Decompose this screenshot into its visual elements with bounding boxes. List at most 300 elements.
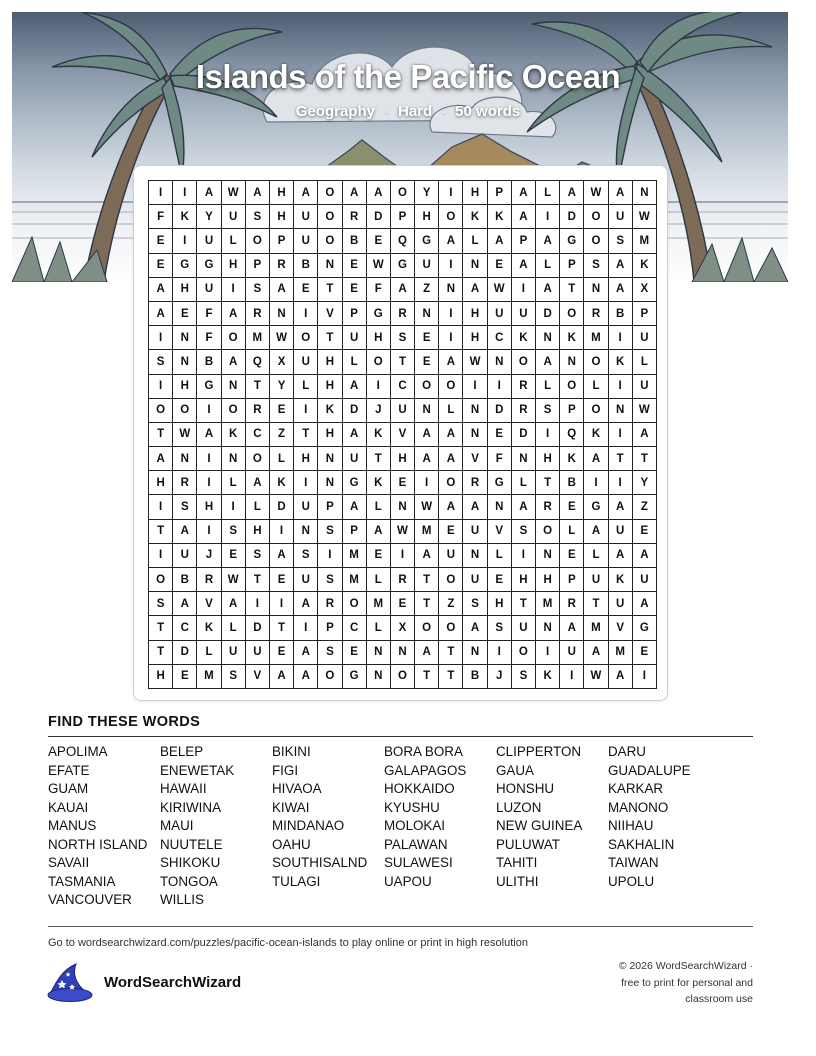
grid-cell: I xyxy=(197,447,221,471)
grid-cell: A xyxy=(439,447,463,471)
grid-cell: N xyxy=(173,447,197,471)
grid-cell: O xyxy=(318,181,342,205)
grid-cell: A xyxy=(439,495,463,519)
word-list-item: LUZON xyxy=(496,799,542,815)
grid-cell: S xyxy=(512,665,536,689)
grid-cell: V xyxy=(246,665,270,689)
grid-cell: M xyxy=(536,592,560,616)
grid-cell: P xyxy=(318,616,342,640)
grid-cell: I xyxy=(294,399,318,423)
grid-cell: N xyxy=(367,665,391,689)
grid-cell: K xyxy=(488,205,512,229)
word-list-item: BORA BORA xyxy=(384,744,463,759)
grid-cell: U xyxy=(463,568,487,592)
grid-cell: R xyxy=(318,592,342,616)
grid-cell: U xyxy=(512,302,536,326)
grid-cell: M xyxy=(609,641,633,665)
grid-cell: H xyxy=(149,471,173,495)
grid-cell: Z xyxy=(415,278,439,302)
grid-cell: O xyxy=(391,181,415,205)
grid-cell: J xyxy=(197,544,221,568)
grid-cell: N xyxy=(536,616,560,640)
grid-cell: E xyxy=(294,278,318,302)
grid-cell: T xyxy=(246,568,270,592)
grid-cell: M xyxy=(197,665,221,689)
grid-cell: T xyxy=(415,592,439,616)
grid-cell: N xyxy=(318,254,342,278)
grid-cell: E xyxy=(415,326,439,350)
grid-cell: G xyxy=(197,254,221,278)
word-count-label: 50 words xyxy=(455,103,521,120)
grid-cell: L xyxy=(439,399,463,423)
grid-cell: V xyxy=(318,302,342,326)
grid-cell: U xyxy=(609,205,633,229)
grid-cell: A xyxy=(294,181,318,205)
grid-cell: O xyxy=(367,350,391,374)
grid-cell: D xyxy=(367,205,391,229)
grid-cell: A xyxy=(439,229,463,253)
word-list-item: KIRIWINA xyxy=(160,799,222,815)
grid-cell: C xyxy=(246,423,270,447)
grid-cell: T xyxy=(149,616,173,640)
grid-cell: V xyxy=(391,423,415,447)
grid-cell: S xyxy=(149,350,173,374)
grid-cell: I xyxy=(609,423,633,447)
grid-cell: B xyxy=(609,302,633,326)
grid-cell: G xyxy=(367,302,391,326)
grid-cell: I xyxy=(488,641,512,665)
grid-cell: G xyxy=(197,375,221,399)
grid-cell: A xyxy=(343,181,367,205)
word-list-item: ULITHI xyxy=(496,873,539,889)
grid-cell: O xyxy=(246,229,270,253)
grid-cell: A xyxy=(197,181,221,205)
grid-cell: N xyxy=(367,641,391,665)
grid-cell: A xyxy=(343,375,367,399)
grid-cell: K xyxy=(536,665,560,689)
word-list-item: FIGI xyxy=(272,762,299,778)
grid-cell: O xyxy=(415,616,439,640)
grid-cell: Q xyxy=(560,423,584,447)
grid-cell: K xyxy=(633,254,657,278)
grid-cell: I xyxy=(439,326,463,350)
grid-cell: B xyxy=(197,350,221,374)
grid-cell: A xyxy=(149,447,173,471)
grid-cell: A xyxy=(197,423,221,447)
grid-cell: S xyxy=(463,592,487,616)
grid-cell: H xyxy=(367,326,391,350)
grid-cell: I xyxy=(294,471,318,495)
grid-cell: E xyxy=(488,423,512,447)
grid-cell: M xyxy=(246,326,270,350)
grid-cell: I xyxy=(512,278,536,302)
grid-cell: S xyxy=(318,641,342,665)
word-list-item: EFATE xyxy=(48,762,90,778)
word-list-item: MAUI xyxy=(160,818,194,833)
grid-cell: C xyxy=(391,375,415,399)
grid-cell: O xyxy=(439,568,463,592)
grid-cell: O xyxy=(246,447,270,471)
word-list-item: TONGOA xyxy=(160,873,218,889)
word-list-item: UPOLU xyxy=(608,873,655,889)
word-list-item: NEW GUINEA xyxy=(496,818,583,833)
word-list-item: HIVAOA xyxy=(272,781,322,796)
word-list-item: TAIWAN xyxy=(608,855,659,870)
grid-cell: L xyxy=(270,447,294,471)
grid-cell: H xyxy=(463,302,487,326)
grid-cell: Z xyxy=(439,592,463,616)
grid-cell: N xyxy=(609,399,633,423)
divider xyxy=(48,736,753,737)
grid-cell: W xyxy=(488,278,512,302)
grid-cell: S xyxy=(246,205,270,229)
grid-cell: W xyxy=(633,205,657,229)
grid-cell: I xyxy=(149,326,173,350)
grid-cell: E xyxy=(488,254,512,278)
grid-cell: O xyxy=(294,326,318,350)
grid-cell: A xyxy=(222,302,246,326)
grid-cell: L xyxy=(536,254,560,278)
grid-cell: T xyxy=(294,423,318,447)
grid-cell: T xyxy=(609,447,633,471)
grid-cell: D xyxy=(512,423,536,447)
grid-cell: H xyxy=(536,447,560,471)
grid-cell: O xyxy=(560,302,584,326)
grid-cell: I xyxy=(415,471,439,495)
grid-cell: H xyxy=(463,181,487,205)
grid-cell: R xyxy=(343,205,367,229)
grid-cell: S xyxy=(222,520,246,544)
puzzle-meta xyxy=(0,103,816,120)
grid-cell: G xyxy=(488,471,512,495)
grid-cell: M xyxy=(343,568,367,592)
grid-cell: H xyxy=(173,375,197,399)
grid-cell: H xyxy=(149,665,173,689)
grid-cell: T xyxy=(149,520,173,544)
grid-cell: H xyxy=(318,423,342,447)
grid-cell: E xyxy=(367,544,391,568)
grid-cell: G xyxy=(343,665,367,689)
grid-cell: G xyxy=(560,229,584,253)
grid-cell: U xyxy=(512,616,536,640)
grid-cell: A xyxy=(609,495,633,519)
grid-cell: N xyxy=(439,278,463,302)
grid-cell: T xyxy=(367,447,391,471)
grid-cell: R xyxy=(246,302,270,326)
grid-cell: L xyxy=(536,375,560,399)
grid-cell: A xyxy=(560,616,584,640)
grid-cell: O xyxy=(584,229,608,253)
grid-cell: X xyxy=(633,278,657,302)
grid-cell: H xyxy=(318,375,342,399)
brand-name: WordSearchWizard xyxy=(104,974,242,991)
grid-cell: O xyxy=(584,350,608,374)
grid-cell: J xyxy=(367,399,391,423)
word-list-item: GAUA xyxy=(496,762,534,778)
grid-cell: P xyxy=(270,229,294,253)
grid-cell: U xyxy=(463,520,487,544)
grid-cell: U xyxy=(391,399,415,423)
grid-cell: I xyxy=(173,229,197,253)
grid-cell: R xyxy=(391,568,415,592)
grid-cell: N xyxy=(463,544,487,568)
grid-cell: H xyxy=(391,447,415,471)
grid-cell: V xyxy=(488,520,512,544)
grid-cell: A xyxy=(367,181,391,205)
grid-cell: U xyxy=(609,592,633,616)
word-list-item: KIWAI xyxy=(272,799,310,815)
grid-cell: A xyxy=(536,229,560,253)
grid-cell: K xyxy=(367,471,391,495)
grid-cell: W xyxy=(584,181,608,205)
grid-cell: P xyxy=(512,229,536,253)
grid-cell: O xyxy=(536,520,560,544)
grid-cell: A xyxy=(609,278,633,302)
grid-cell: D xyxy=(560,205,584,229)
grid-cell: O xyxy=(318,665,342,689)
grid-cell: N xyxy=(584,278,608,302)
grid-cell: I xyxy=(270,520,294,544)
grid-cell: P xyxy=(488,181,512,205)
grid-cell: L xyxy=(536,181,560,205)
grid-cell: A xyxy=(343,495,367,519)
grid-cell: M xyxy=(343,544,367,568)
grid-cell: H xyxy=(512,568,536,592)
grid-cell: C xyxy=(488,326,512,350)
word-list-item: MANUS xyxy=(48,818,97,833)
word-list-item: GUADALUPE xyxy=(608,762,691,778)
grid-cell: U xyxy=(633,568,657,592)
grid-cell: O xyxy=(318,229,342,253)
grid-cell: K xyxy=(173,205,197,229)
grid-cell: A xyxy=(222,350,246,374)
grid-cell: I xyxy=(149,495,173,519)
grid-cell: I xyxy=(463,375,487,399)
grid-cell: B xyxy=(294,254,318,278)
grid-cell: B xyxy=(173,568,197,592)
grid-cell: A xyxy=(294,665,318,689)
grid-cell: X xyxy=(391,616,415,640)
grid-cell: O xyxy=(512,350,536,374)
grid-cell: I xyxy=(609,326,633,350)
grid-cell: E xyxy=(270,568,294,592)
grid-cell: N xyxy=(222,375,246,399)
grid-cell: S xyxy=(391,326,415,350)
grid-cell: W xyxy=(463,350,487,374)
grid-cell: T xyxy=(391,350,415,374)
grid-cell: G xyxy=(343,471,367,495)
grid-cell: T xyxy=(536,471,560,495)
grid-cell: A xyxy=(439,350,463,374)
grid-cell: P xyxy=(560,399,584,423)
grid-cell: U xyxy=(488,302,512,326)
grid-cell: E xyxy=(391,592,415,616)
grid-cell: O xyxy=(391,665,415,689)
word-list-item: SOUTHISALND xyxy=(272,855,368,870)
grid-cell: U xyxy=(633,326,657,350)
category-label: Geography xyxy=(295,103,375,120)
grid-cell: I xyxy=(391,544,415,568)
grid-cell: E xyxy=(439,520,463,544)
grid-cell: I xyxy=(439,254,463,278)
grid-cell: G xyxy=(391,254,415,278)
grid-cell: U xyxy=(415,254,439,278)
grid-cell: I xyxy=(439,181,463,205)
grid-cell: E xyxy=(149,229,173,253)
grid-cell: A xyxy=(536,350,560,374)
grid-cell: A xyxy=(633,544,657,568)
grid-cell: E xyxy=(560,495,584,519)
grid-cell: D xyxy=(246,616,270,640)
grid-cell: S xyxy=(536,399,560,423)
grid-cell: E xyxy=(149,254,173,278)
grid-cell: A xyxy=(415,544,439,568)
grid-cell: U xyxy=(294,568,318,592)
grid-cell: A xyxy=(512,254,536,278)
grid-cell: E xyxy=(488,568,512,592)
grid-cell: H xyxy=(270,181,294,205)
grid-cell: A xyxy=(149,278,173,302)
grid-cell: R xyxy=(584,302,608,326)
word-list-item: HAWAII xyxy=(160,781,207,796)
word-list-item: SAKHALIN xyxy=(608,836,675,852)
word-list-item: KARKAR xyxy=(608,781,664,796)
grid-cell: I xyxy=(149,181,173,205)
word-list-item: BIKINI xyxy=(272,744,311,759)
grid-cell: N xyxy=(415,302,439,326)
word-list-item: WILLIS xyxy=(160,892,204,907)
grid-cell: B xyxy=(343,229,367,253)
grid-cell: N xyxy=(463,641,487,665)
grid-cell: N xyxy=(294,520,318,544)
grid-cell: R xyxy=(512,399,536,423)
grid-cell: R xyxy=(270,254,294,278)
grid-cell: O xyxy=(560,375,584,399)
grid-cell: V xyxy=(463,447,487,471)
grid-cell: A xyxy=(584,641,608,665)
grid-cell: H xyxy=(173,278,197,302)
grid-cell: F xyxy=(197,302,221,326)
grid-cell: H xyxy=(294,447,318,471)
grid-cell: A xyxy=(415,641,439,665)
grid-cell: W xyxy=(222,568,246,592)
grid-cell: O xyxy=(584,205,608,229)
grid-cell: C xyxy=(343,616,367,640)
grid-cell: A xyxy=(609,544,633,568)
grid-cell: N xyxy=(318,447,342,471)
grid-cell: I xyxy=(560,665,584,689)
grid-cell: T xyxy=(439,665,463,689)
word-list-item: PULUWAT xyxy=(496,836,560,852)
grid-cell: U xyxy=(584,568,608,592)
grid-cell: P xyxy=(391,205,415,229)
grid-cell: N xyxy=(560,350,584,374)
word-list-item: ENEWETAK xyxy=(160,762,235,778)
grid-cell: U xyxy=(294,495,318,519)
grid-cell: R xyxy=(512,375,536,399)
word-list-item: KYUSHU xyxy=(384,799,440,815)
grid-cell: O xyxy=(439,616,463,640)
grid-cell: I xyxy=(222,278,246,302)
grid-cell: N xyxy=(222,447,246,471)
grid-cell: A xyxy=(270,278,294,302)
grid-cell: F xyxy=(197,326,221,350)
grid-cell: D xyxy=(270,495,294,519)
grid-cell: A xyxy=(584,520,608,544)
grid-cell: I xyxy=(584,471,608,495)
word-list-item: HOKKAIDO xyxy=(384,781,455,796)
grid-cell: P xyxy=(246,254,270,278)
grid-cell: O xyxy=(584,399,608,423)
grid-cell: O xyxy=(149,399,173,423)
grid-cell: H xyxy=(318,350,342,374)
grid-cell: Y xyxy=(270,375,294,399)
word-list-heading: FIND THESE WORDS xyxy=(48,714,201,730)
grid-cell: F xyxy=(367,278,391,302)
word-list-item: TAHITI xyxy=(496,855,538,870)
grid-cell: A xyxy=(463,278,487,302)
grid-cell: L xyxy=(294,375,318,399)
separator-dot: · xyxy=(441,103,447,120)
grid-cell: M xyxy=(633,229,657,253)
grid-cell: W xyxy=(173,423,197,447)
grid-cell: I xyxy=(197,520,221,544)
grid-cell: P xyxy=(343,302,367,326)
grid-cell: C xyxy=(173,616,197,640)
grid-cell: G xyxy=(173,254,197,278)
grid-cell: L xyxy=(246,495,270,519)
word-list-item: PALAWAN xyxy=(384,836,448,852)
grid-cell: S xyxy=(488,616,512,640)
grid-cell: A xyxy=(512,495,536,519)
grid-cell: S xyxy=(173,495,197,519)
grid-cell: H xyxy=(415,205,439,229)
grid-cell: N xyxy=(391,495,415,519)
grid-cell: I xyxy=(318,544,342,568)
puzzle-card xyxy=(133,165,668,701)
grid-cell: N xyxy=(633,181,657,205)
grid-cell: S xyxy=(609,229,633,253)
grid-cell: M xyxy=(584,616,608,640)
grid-cell: I xyxy=(439,302,463,326)
grid-cell: M xyxy=(415,520,439,544)
word-list xyxy=(48,744,753,911)
grid-cell: W xyxy=(270,326,294,350)
grid-cell: T xyxy=(415,568,439,592)
grid-cell: V xyxy=(609,616,633,640)
grid-cell: I xyxy=(149,544,173,568)
grid-cell: R xyxy=(173,471,197,495)
grid-cell: A xyxy=(246,471,270,495)
grid-cell: J xyxy=(488,665,512,689)
grid-cell: I xyxy=(222,495,246,519)
word-list-item: NORTH ISLAND xyxy=(48,836,148,852)
grid-cell: O xyxy=(439,471,463,495)
grid-cell: W xyxy=(584,665,608,689)
grid-cell: I xyxy=(367,375,391,399)
grid-cell: U xyxy=(343,447,367,471)
grid-cell: I xyxy=(536,641,560,665)
grid-cell: Y xyxy=(415,181,439,205)
grid-cell: H xyxy=(246,520,270,544)
grid-cell: P xyxy=(560,568,584,592)
grid-cell: V xyxy=(197,592,221,616)
grid-cell: W xyxy=(391,520,415,544)
separator-dot: · xyxy=(383,103,389,120)
grid-cell: Q xyxy=(246,350,270,374)
word-list-item: NUUTELE xyxy=(160,836,223,852)
grid-cell: A xyxy=(367,520,391,544)
